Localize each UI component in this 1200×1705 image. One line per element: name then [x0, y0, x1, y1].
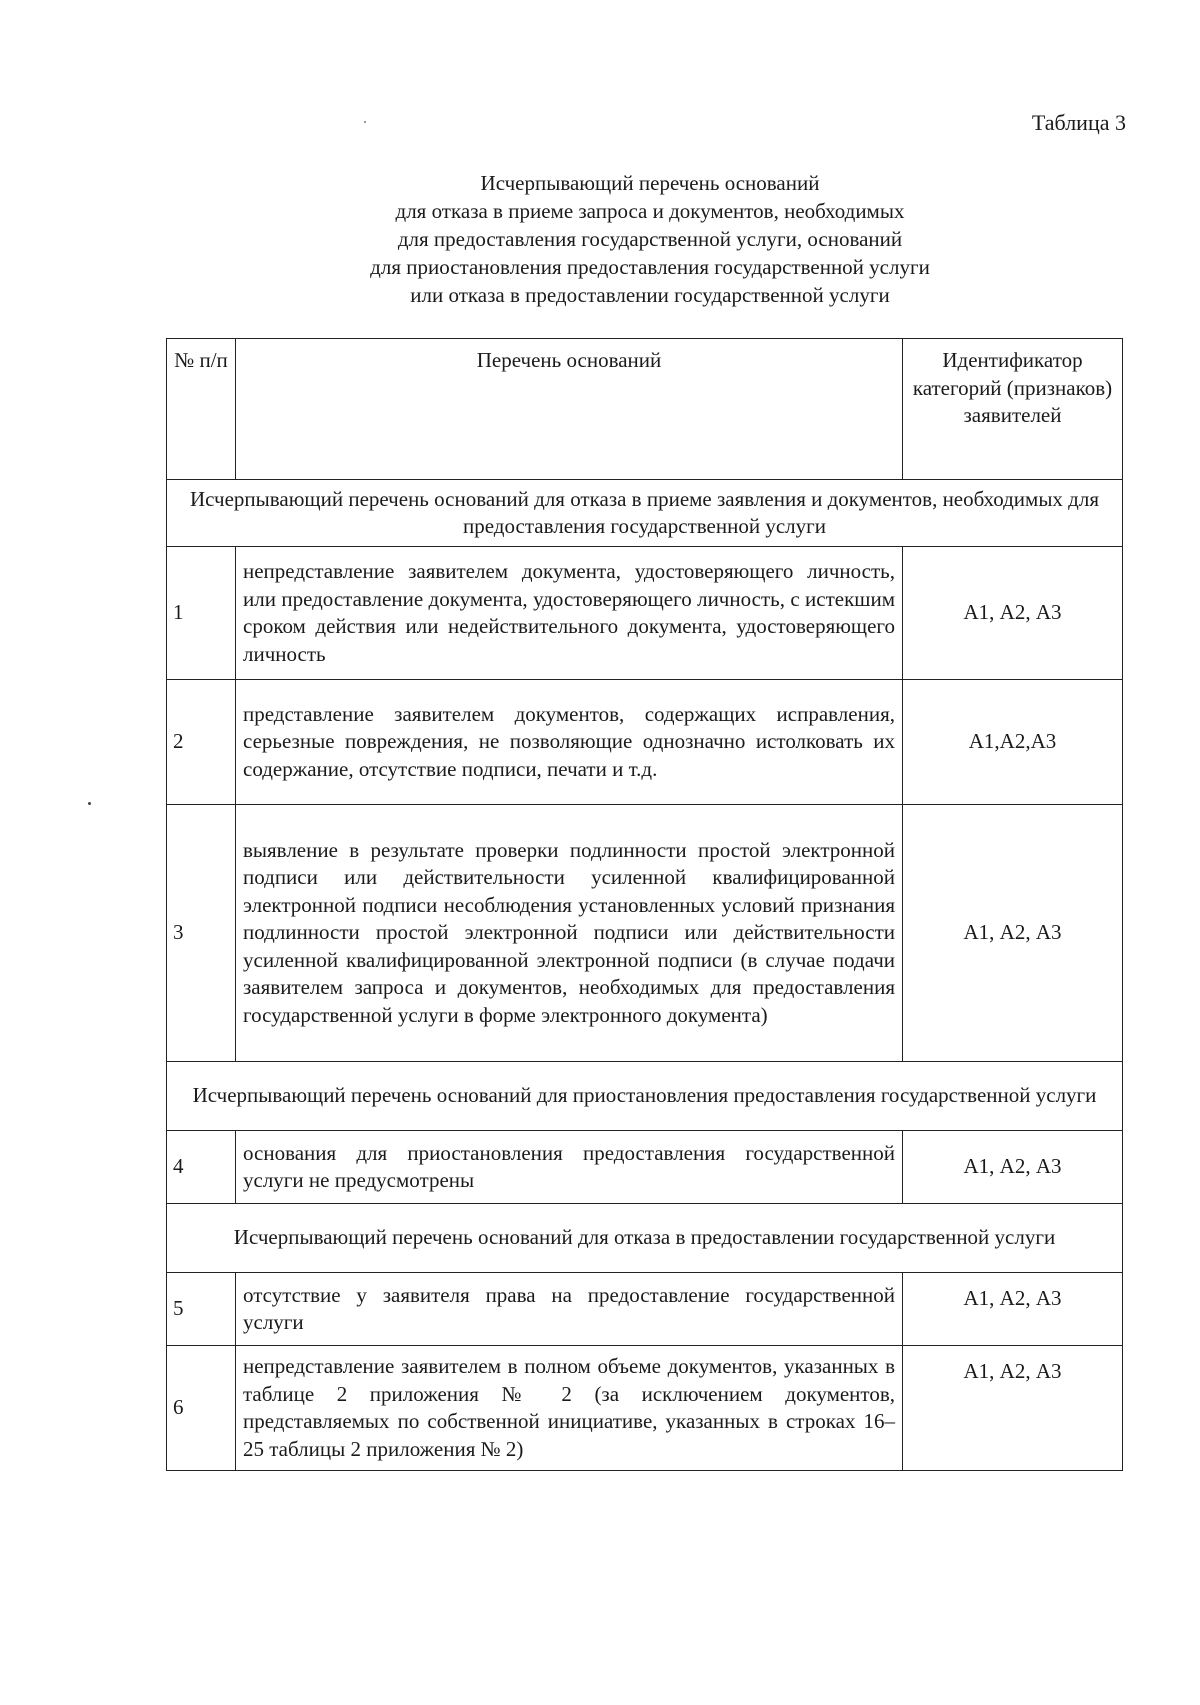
row-reason: отсутствие у заявителя права на предоставление государственной услуги	[236, 1273, 903, 1346]
section-row	[167, 1062, 1123, 1131]
table-row	[167, 1273, 1123, 1346]
title-line: для отказа в приеме запроса и документов, необходимых	[395, 199, 905, 223]
table-row	[167, 547, 1123, 680]
section-title: Исчерпывающий перечень оснований для отказа в приеме заявления и документов, необходимых для предоставления государственной услуги	[167, 480, 1123, 547]
header-applicant-id: Идентификатор категорий (признаков) заявителей	[903, 339, 1123, 480]
row-number: 5	[167, 1273, 236, 1346]
table-row	[167, 1346, 1123, 1471]
section-row	[167, 1204, 1123, 1273]
row-reason: непредставление заявителем документа, удостоверяющего личность, или предоставление документа, удостоверяющего личность, с истекшим сроком действия или недействительного документа, удостоверяющего личность	[236, 547, 903, 680]
section-title: Исчерпывающий перечень оснований для отказа в предоставлении государственной услуги	[167, 1204, 1123, 1273]
row-number: 2	[167, 680, 236, 805]
title-line: для приостановления предоставления государственной услуги	[370, 255, 930, 279]
title-line: или отказа в предоставлении государственной услуги	[410, 283, 890, 307]
row-reason: непредставление заявителем в полном объеме документов, указанных в таблице 2 приложения № 2 (за исключением документов, представляемых по собственной инициативе, указанных в строках 16–25 таблицы 2 приложения № 2)	[236, 1346, 903, 1471]
row-reason: основания для приостановления предоставления государственной услуги не предусмотрены	[236, 1131, 903, 1204]
table-row	[167, 805, 1123, 1062]
row-number: 3	[167, 805, 236, 1062]
scan-speck	[88, 802, 91, 805]
title-line: для предоставления государственной услуги, оснований	[397, 227, 903, 251]
row-reason: выявление в результате проверки подлинности простой электронной подписи или действительности усиленной квалифицированной электронной подписи несоблюдения установленных условий признания подлинности простой электронной подписи или действительности усиленной квалифицированной электронной подписи (в случае подачи заявителем запроса и документов, необходимых для предоставления государственной услуги в форме электронного документа)	[236, 805, 903, 1062]
row-number: 4	[167, 1131, 236, 1204]
row-applicant-ids: А1, А2, А3	[903, 547, 1123, 680]
header-reasons: Перечень оснований	[236, 339, 903, 480]
table-header-row	[167, 339, 1123, 480]
row-number: 6	[167, 1346, 236, 1471]
row-applicant-ids: А1, А2, А3	[903, 1346, 1123, 1471]
row-reason: представление заявителем документов, содержащих исправления, серьезные повреждения, не позволяющие однозначно истолковать их содержание, отсутствие подписи, печати и т.д.	[236, 680, 903, 805]
row-applicant-ids: А1, А2, А3	[903, 1273, 1123, 1346]
row-applicant-ids: А1, А2, А3	[903, 805, 1123, 1062]
table-row	[167, 680, 1123, 805]
table-row	[167, 1131, 1123, 1204]
table-label: Таблица 3	[1031, 110, 1126, 135]
reasons-table	[166, 338, 1123, 1471]
title-line: Исчерпывающий перечень оснований	[480, 171, 820, 195]
document-title	[240, 169, 1060, 309]
section-row	[167, 480, 1123, 547]
header-num: № п/п	[167, 339, 236, 480]
row-applicant-ids: А1,А2,А3	[903, 680, 1123, 805]
row-number: 1	[167, 547, 236, 680]
scan-speck	[364, 121, 366, 123]
row-applicant-ids: А1, А2, А3	[903, 1131, 1123, 1204]
section-title: Исчерпывающий перечень оснований для приостановления предоставления государственной услуги	[167, 1062, 1123, 1131]
